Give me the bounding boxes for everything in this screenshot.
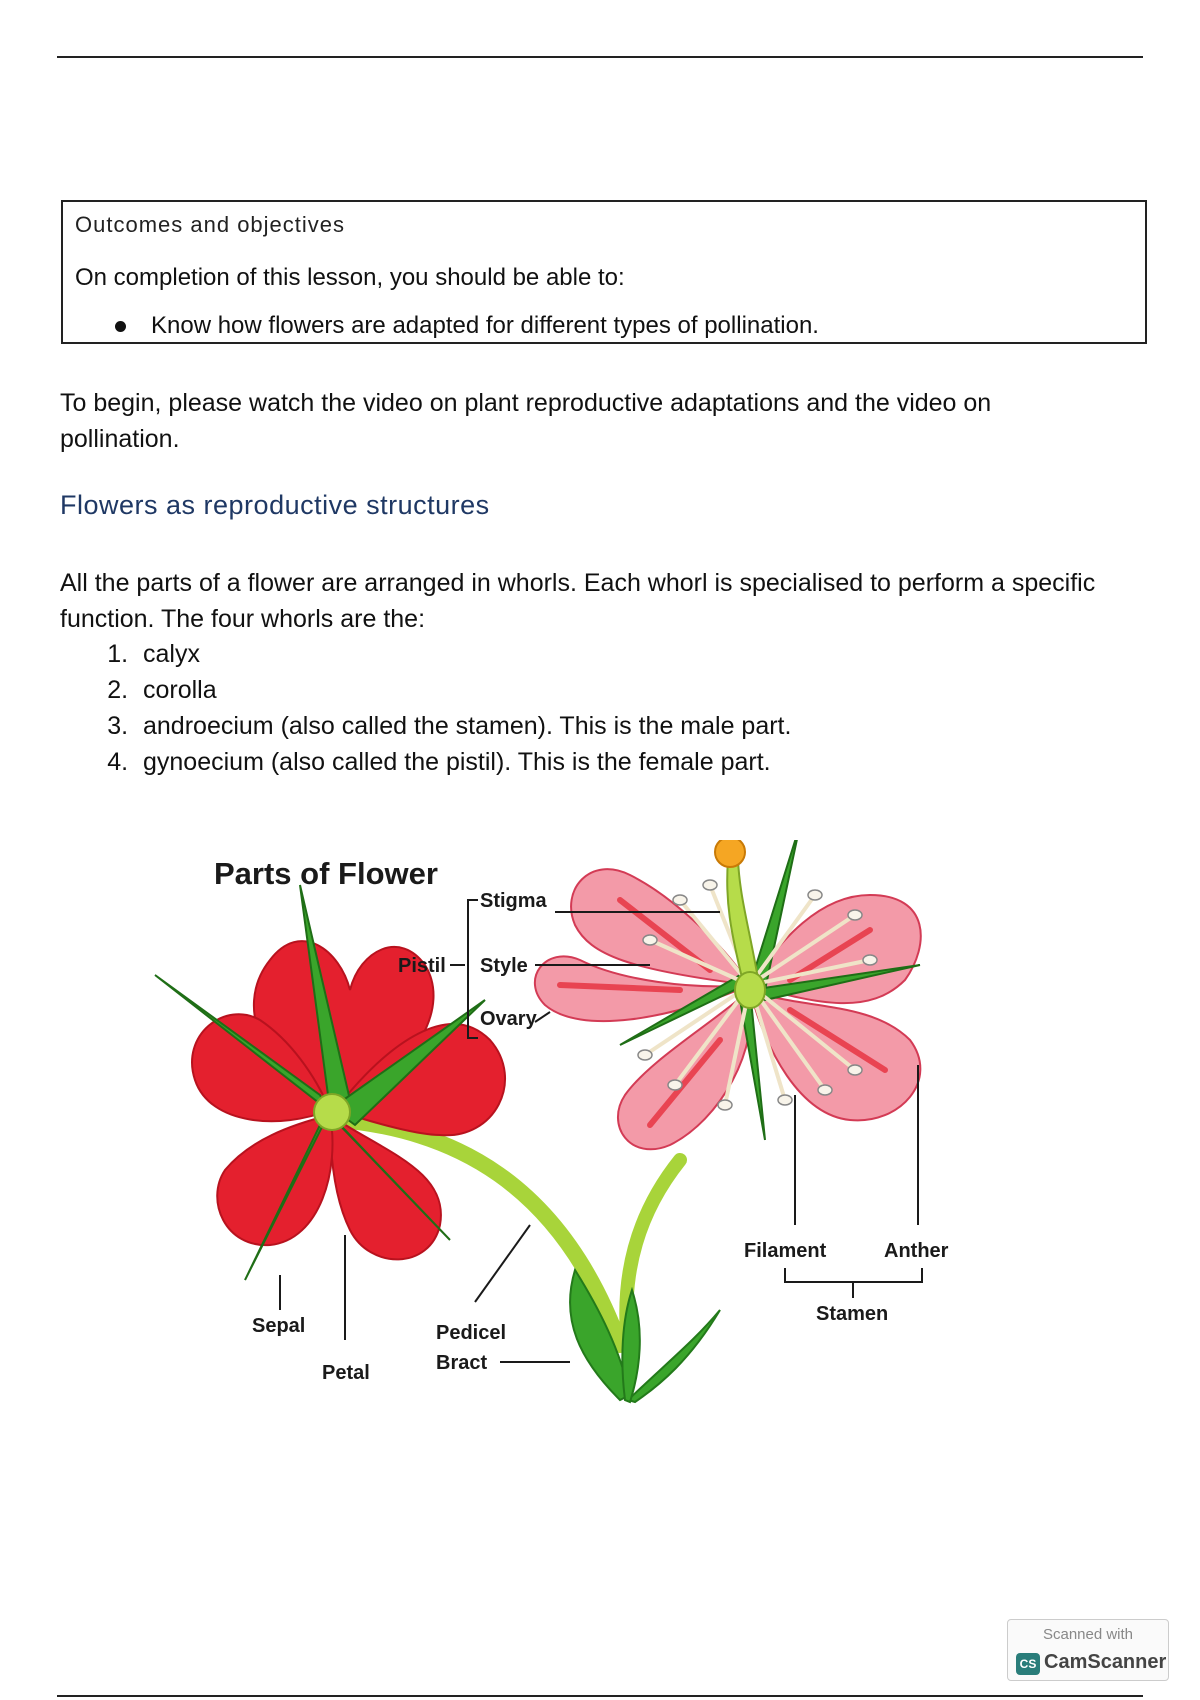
whorl-item-corolla: 2. corolla [135, 672, 791, 708]
pink-flower [535, 840, 921, 1149]
whorl-item-gynoecium: 4. gynoecium (also called the pistil). This is the female part. [135, 744, 791, 780]
whorl-item-androecium: 3. androecium (also called the stamen). This is the male part. [135, 708, 791, 744]
section-title: Flowers as reproductive structures [60, 490, 490, 520]
label-petal: Petal [322, 1362, 370, 1384]
camscanner-watermark [1007, 1619, 1169, 1681]
outcomes-heading: Outcomes and objectives [75, 212, 346, 237]
label-pedicel: Pedicel [436, 1322, 507, 1344]
watermark-brand: CamScanner [1044, 1651, 1167, 1673]
whorls-paragraph: All the parts of a flower are arranged in whorls. Each whorl is specialised to perform a specific function. The four whorls are the: [60, 569, 1096, 633]
outcomes-box [61, 200, 1147, 344]
intro-paragraph: To begin, please watch the video on plant reproductive adaptations and the video on pollination. [60, 389, 992, 453]
label-style: Style [480, 955, 528, 977]
figure-title: Parts of Flower [214, 856, 438, 891]
label-stigma: Stigma [480, 890, 547, 912]
camscanner-icon: CS [1016, 1653, 1040, 1675]
label-ovary: Ovary [480, 1008, 537, 1030]
label-pistil: Pistil [398, 955, 446, 977]
outcomes-list [63, 312, 819, 340]
red-flower [155, 885, 505, 1280]
outcomes-intro: On completion of this lesson, you should be able to: [75, 264, 625, 291]
whorls-list [60, 636, 791, 780]
label-stamen: Stamen [816, 1303, 889, 1325]
label-anther: Anther [884, 1240, 949, 1262]
outcome-item: Know how flowers are adapted for different types of pollination. [63, 312, 819, 340]
label-filament: Filament [744, 1240, 827, 1262]
watermark-caption: Scanned with [1042, 1626, 1134, 1643]
top-rule [57, 56, 1143, 58]
flower-diagram [150, 840, 1050, 1420]
label-bract: Bract [436, 1352, 488, 1374]
whorl-item-calyx: 1. calyx [135, 636, 791, 672]
bottom-rule [57, 1695, 1143, 1697]
label-sepal: Sepal [252, 1315, 306, 1337]
